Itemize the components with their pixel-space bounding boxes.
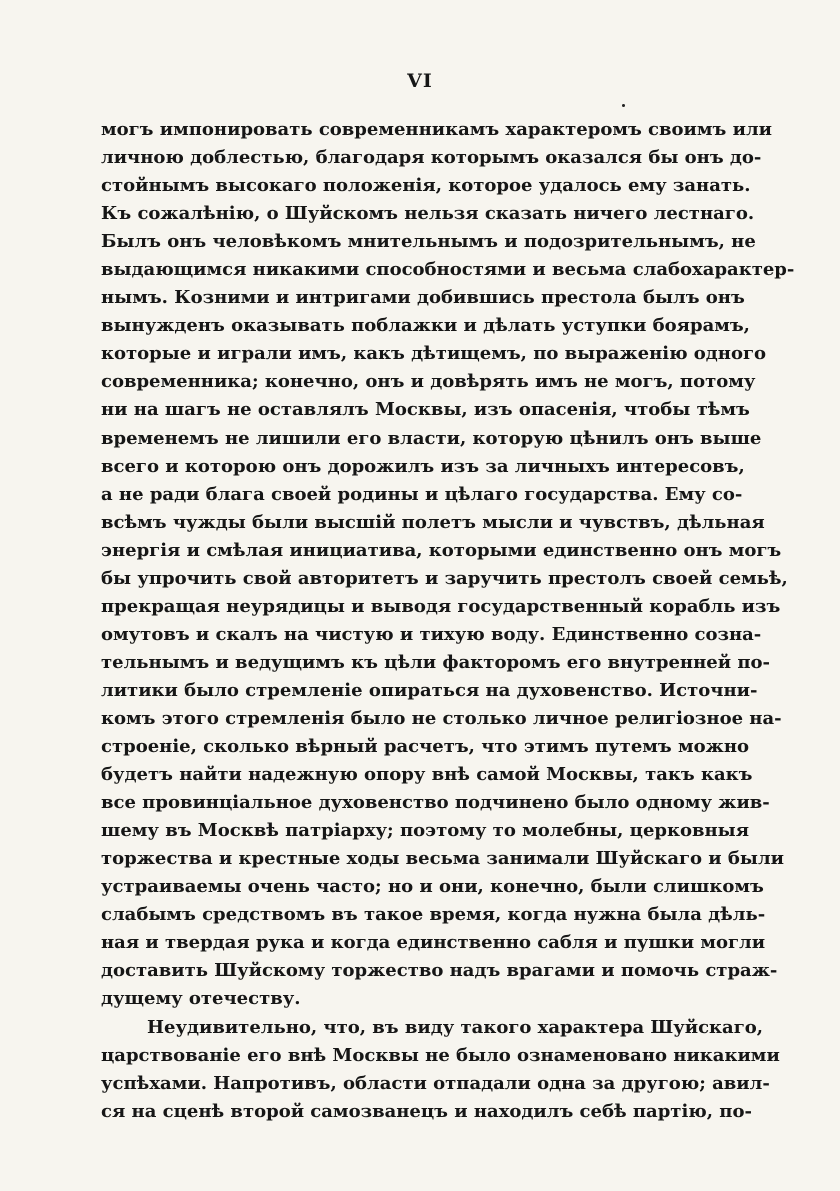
text-line: дущему отечеству. (101, 988, 301, 1010)
text-line: слабымъ средствомъ въ такое время, когда нужна была дѣль- (101, 904, 766, 926)
text-line: всѣмъ чужды были высшій полетъ мысли и чувствъ, дѣльная (101, 511, 765, 533)
text-line: царствованіе его внѣ Москвы не было ознаменовано никакими (101, 1044, 780, 1066)
text-line: литики было стремленіе опираться на духовенство. Источни- (101, 679, 758, 701)
text-line: а не ради блага своей родины и цѣлаго государства. Ему со- (101, 483, 743, 505)
ink-speck (622, 104, 625, 107)
body-text (101, 116, 795, 1126)
text-line: современника; конечно, онъ и довѣрять имъ не могъ, потому (101, 371, 756, 393)
text-line: ная и твердая рука и когда единственно сабля и пушки могли (101, 932, 766, 954)
text-line: шему въ Москвѣ патріарху; поэтому то молебны, церковныя (101, 820, 750, 842)
text-line: могъ импонировать современникамъ характеромъ своимъ или (101, 119, 772, 140)
text-line: личною доблестью, благодаря которымъ оказался бы онъ до- (101, 147, 762, 169)
text-line: прекращая неурядицы и выводя государственный корабль изъ (101, 595, 781, 617)
text-line: Къ сожалѣнію, о Шуйскомъ нельзя сказать ничего лестнаго. (101, 203, 755, 225)
text-line: омутовъ и скалъ на чистую и тихую воду. Единственно сознa- (101, 623, 762, 645)
text-line: устраиваемы очень часто; но и они, конечно, были слишкомъ (101, 876, 764, 898)
text-line: комъ этого стремленія было не столько личное религіозное на- (101, 707, 782, 729)
text-line: стойнымъ высокаго положенія, которое удалось ему занать. (101, 175, 751, 197)
text-line: тельнымъ и ведущимъ къ цѣли факторомъ его внутренней по- (101, 651, 770, 673)
text-line: успѣхами. Напротивъ, области отпадали одна за другою; авил- (101, 1072, 770, 1094)
text-line: будетъ найти надежную опору внѣ самой Москвы, такъ какъ (101, 764, 753, 786)
text-line: торжества и крестные ходы весьма занимали Шуйскаго и были (101, 848, 784, 870)
text-line: нымъ. Козними и интригами добившись престола былъ онъ (101, 287, 745, 309)
text-line: временемъ не лишили его власти, которую цѣнилъ онъ выше (101, 427, 762, 449)
text-line: доставить Шуйскому торжество надъ врагами и помочь страж- (101, 960, 778, 982)
text-line: Неудивительно, что, въ виду такого характера Шуйскаго, (147, 1016, 764, 1038)
paragraph (101, 116, 795, 1014)
text-line: выдающимся никакими способностями и весьма слабохарактер- (101, 259, 795, 281)
text-line: ся на сценѣ второй самозванецъ и находилъ себѣ партію, по- (101, 1100, 752, 1122)
text-line: энергія и смѣлая инициатива, которыми единственно онъ могъ (101, 539, 782, 561)
text-line: все провинціальное духовенство подчинено было одному жив- (101, 792, 770, 814)
text-line: строеніе, сколько вѣрный расчетъ, что этимъ путемъ можно (101, 736, 749, 758)
page-number: VI (407, 70, 433, 92)
text-line: всего и которою онъ дорожилъ изъ за личныхъ интересовъ, (101, 455, 745, 477)
text-line: Былъ онъ человѣкомъ мнительнымъ и подозрительнымъ, не (101, 231, 756, 253)
paragraph (101, 1014, 780, 1126)
text-line: ни на шагъ не оставлялъ Москвы, изъ опасенія, чтобы тѣмъ (101, 399, 750, 421)
text-line: бы упрочить свой авторитетъ и заручить престолъ своей семьѣ, (101, 567, 788, 589)
text-line: которые и играли имъ, какъ дѣтищемъ, по выраженію одного (101, 343, 767, 365)
text-line: вынужденъ оказывать поблажки и дѣлать уступки боярамъ, (101, 315, 750, 337)
